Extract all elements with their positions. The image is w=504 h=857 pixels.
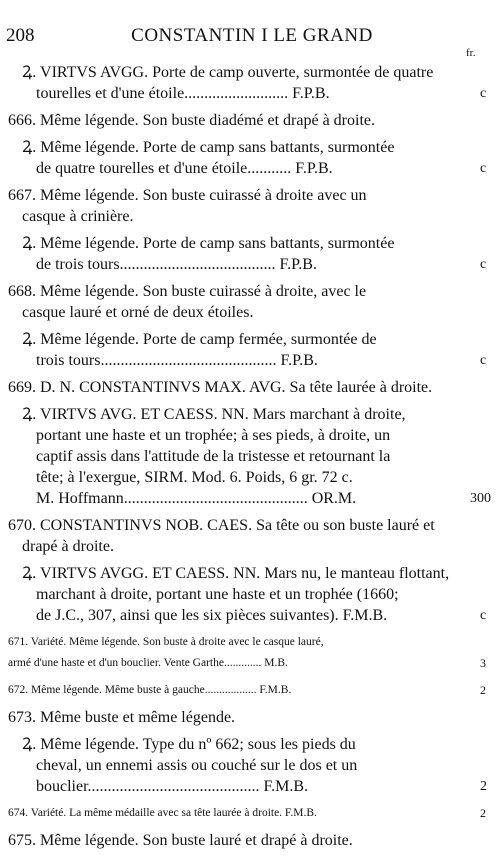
catalogue-entry — [0, 329, 504, 377]
entry-line — [0, 158, 504, 179]
entry-line — [0, 755, 504, 776]
entry-line — [0, 584, 504, 605]
entry-line — [0, 776, 504, 797]
entry-text: trois tours............................................ F.P.B. — [36, 352, 318, 369]
rarity-value: c — [480, 353, 487, 368]
entry-text: de quatre tourelles et d'une étoile........... F.P.B. — [36, 160, 333, 177]
entry-line — [0, 62, 504, 83]
catalogue-entry — [0, 680, 504, 707]
entry-text: armé d'une haste et d'un bouclier. Vente Garthe............. M.B. — [8, 657, 288, 669]
entry-line — [0, 302, 504, 323]
catalogue-entry — [0, 137, 504, 185]
entry-line — [0, 536, 504, 557]
entry-line — [0, 329, 504, 350]
entry-line — [0, 137, 504, 158]
entry-text: de J.C., 307, ainsi que les six pièces suivantes). F.M.B. — [36, 607, 388, 624]
entry-text: 675. Même légende. Son buste lauré et drapé à droite. — [8, 832, 353, 849]
price-column-label: fr. — [466, 47, 476, 59]
rarity-value: 2 — [480, 779, 487, 794]
catalogue-entry — [0, 233, 504, 281]
entry-text: cheval, un ennemi assis ou couché sur le dos et un — [36, 757, 358, 774]
entry-text: 666. Même légende. Son buste diadémé et drapé à droite. — [8, 112, 375, 129]
entry-text: 672. Même légende. Même buste à gauche.................. F.M.B. — [8, 684, 292, 696]
entry-line — [0, 467, 504, 488]
rarity-value: c — [480, 161, 487, 176]
entry-line — [0, 377, 504, 398]
entry-text: Ꝝ. VIRTVS AVGG. Porte de camp ouverte, surmontée de quatre — [22, 64, 434, 81]
entry-line — [0, 830, 504, 851]
entry-text: Ꝝ. Même légende. Type du nº 662; sous les pieds du — [22, 736, 356, 753]
entry-line — [0, 488, 504, 509]
entry-line — [0, 404, 504, 425]
entry-line — [0, 425, 504, 446]
entry-line — [0, 206, 504, 227]
entry-text: 671. Variété. Même légende. Son buste à droite avec le casque lauré, — [8, 636, 324, 648]
entry-line — [0, 734, 504, 755]
entry-text: 668. Même légende. Son buste cuirassé à droite, avec le — [8, 283, 367, 300]
entry-line — [0, 281, 504, 302]
entry-text: Ꝝ. Même légende. Porte de camp sans battants, surmontée — [22, 235, 395, 252]
page-number: 208 — [6, 25, 35, 46]
catalogue-entry — [0, 515, 504, 563]
catalogue-entry — [0, 707, 504, 734]
entry-text: 670. CONSTANTINVS NOB. CAES. Sa tête ou son buste lauré et — [8, 517, 435, 534]
catalogue-entry — [0, 281, 504, 329]
entry-line — [0, 632, 504, 653]
entry-line — [0, 110, 504, 131]
entry-text: bouclier........................................... F.M.B. — [36, 778, 309, 795]
catalogue-entry — [0, 830, 504, 857]
rarity-value: 2 — [480, 806, 486, 820]
entry-text: captif assis dans l'attitude de la tristesse et retournant la — [36, 448, 391, 465]
entry-text: M. Hoffmann.............................................. OR.M. — [36, 490, 357, 507]
entry-text: Ꝝ. VIRTVS AVG. ET CAESS. NN. Mars marchant à droite, — [22, 406, 406, 423]
entry-text: casque à crinière. — [22, 208, 134, 225]
catalogue-entry — [0, 62, 504, 110]
entry-line — [0, 605, 504, 626]
catalogue-entry — [0, 404, 504, 515]
entry-text: de trois tours....................................... F.P.B. — [36, 256, 317, 273]
catalogue-entry — [0, 377, 504, 404]
rarity-value: c — [480, 608, 487, 623]
rarity-value: c — [480, 257, 487, 272]
catalogue-entry — [0, 110, 504, 137]
catalogue-entries — [0, 62, 504, 857]
catalogue-entry — [0, 734, 504, 803]
entry-text: tourelles et d'une étoile.......................... F.P.B. — [36, 85, 330, 102]
entry-line — [0, 350, 504, 371]
rarity-value: 300 — [470, 491, 491, 506]
catalogue-entry — [0, 632, 504, 680]
entry-text: tête; à l'exergue, SIRM. Mod. 6. Poids, 6 gr. 72 c. — [36, 469, 353, 486]
entry-line — [0, 803, 504, 824]
entry-line — [0, 707, 504, 728]
entry-line — [0, 83, 504, 104]
entry-text: 674. Variété. La même médaille avec sa tête laurée à droite. F.M.B. — [8, 807, 317, 819]
rarity-value: 3 — [480, 656, 486, 670]
entry-text: 667. Même légende. Son buste cuirassé à droite avec un — [8, 187, 367, 204]
entry-text: marchant à droite, portant une haste et un trophée (1660; — [36, 586, 399, 603]
entry-text: Ꝝ. Même légende. Porte de camp sans battants, surmontée — [22, 139, 395, 156]
entry-text: portant une haste et un trophée; à ses pieds, à droite, un — [36, 427, 391, 444]
page-title: CONSTANTIN I LE GRAND — [131, 25, 373, 46]
catalogue-entry — [0, 563, 504, 632]
catalogue-entry — [0, 185, 504, 233]
entry-line — [0, 563, 504, 584]
rarity-value: c — [480, 86, 487, 101]
entry-line — [0, 185, 504, 206]
rarity-value: 2 — [480, 683, 486, 697]
entry-line — [0, 680, 504, 701]
entry-line — [0, 233, 504, 254]
entry-text: Ꝝ. VIRTVS AVGG. ET CAESS. NN. Mars nu, le manteau flottant, — [22, 565, 450, 582]
entry-text: 673. Même buste et même légende. — [8, 709, 236, 726]
running-header — [0, 25, 504, 47]
entry-line — [0, 446, 504, 467]
entry-text: 669. D. N. CONSTANTINVS MAX. AVG. Sa tête laurée à droite. — [8, 379, 433, 396]
entry-text: drapé à droite. — [22, 538, 114, 555]
catalogue-entry — [0, 803, 504, 830]
entry-line — [0, 254, 504, 275]
entry-spacer — [0, 851, 504, 857]
entry-text: Ꝝ. Même légende. Porte de camp fermée, surmontée de — [22, 331, 377, 348]
entry-line — [0, 653, 504, 674]
entry-line — [0, 515, 504, 536]
entry-text: casque lauré et orné de deux étoiles. — [22, 304, 254, 321]
